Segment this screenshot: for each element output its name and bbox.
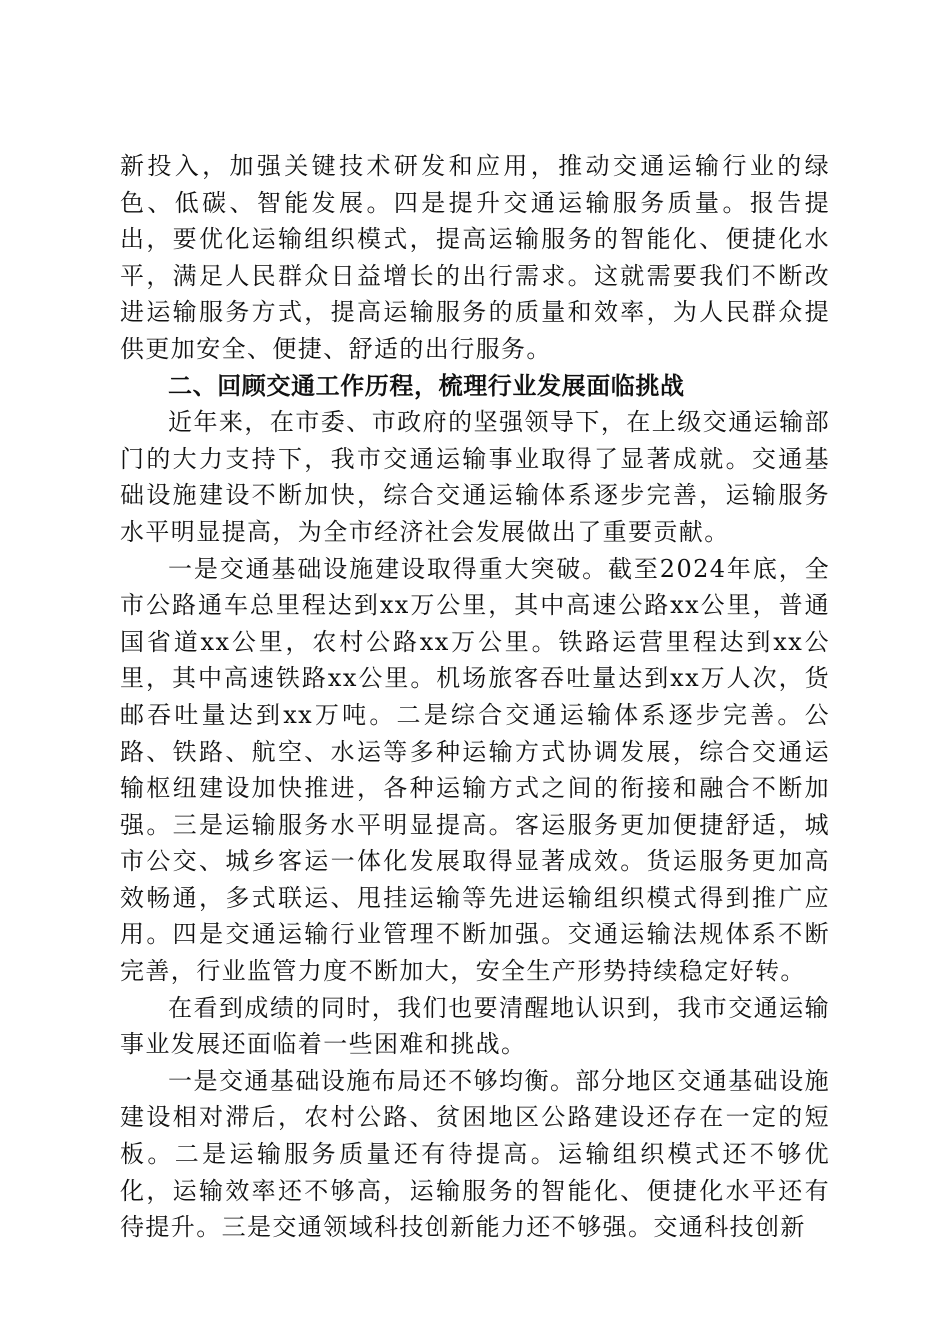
paragraph-continuation: 新投入，加强关键技术研发和应用，推动交通运输行业的绿色、低碳、智能发展。四是提升交通运输服务质量。报告提出，要优化运输组织模式，提高运输服务的智能化、便捷化水平，满足人民群众日益增长的出行需求。这就需要我们不断改进运输服务方式，提高运输服务的质量和效率，为人民群众提供更加安全、便捷、舒适的出行服务。 (120, 152, 830, 363)
paragraph-achievements: 一是交通基础设施建设取得重大突破。截至2024年底，全市公路通车总里程达到xx万公里，其中高速公路xx公里，普通国省道xx公里，农村公路xx万公里。铁路运营里程达到xx公里，其中高速铁路xx公里。机场旅客吞吐量达到xx万人次，货邮吞吐量达到xx万吨。二是综合交通运输体系逐步完善。公路、铁路、航空、水运等多种运输方式协调发展，综合交通运输枢纽建设加快推进，各种运输方式之间的衔接和融合不断加强。三是运输服务水平明显提高。客运服务更加便捷舒适，城市公交、城乡客运一体化发展取得显著成效。货运服务更加高效畅通，多式联运、甩挂运输等先进运输组织模式得到推广应用。四是交通运输行业管理不断加强。交通运输法规体系不断完善，行业监管力度不断加大，安全生产形势持续稳定好转。 (120, 554, 830, 986)
paragraph-challenges: 一是交通基础设施布局还不够均衡。部分地区交通基础设施建设相对滞后，农村公路、贫困地区公路建设还存在一定的短板。二是运输服务质量还有待提高。运输组织模式还不够优化，运输效率还不够高，运输服务的智能化、便捷化水平还有待提升。三是交通领域科技创新能力还不够强。交通科技创新 (120, 1066, 830, 1242)
paragraph-intro: 近年来，在市委、市政府的坚强领导下，在上级交通运输部门的大力支持下，我市交通运输事业取得了显著成就。交通基础设施建设不断加快，综合交通运输体系逐步完善，运输服务水平明显提高，为全市经济社会发展做出了重要贡献。 (120, 408, 830, 546)
paragraph-transition: 在看到成绩的同时，我们也要清醒地认识到，我市交通运输事业发展还面临着一些困难和挑战。 (120, 993, 830, 1059)
section-heading: 二、回顾交通工作历程，梳理行业发展面临挑战 (168, 371, 685, 400)
document-body (120, 148, 830, 1246)
